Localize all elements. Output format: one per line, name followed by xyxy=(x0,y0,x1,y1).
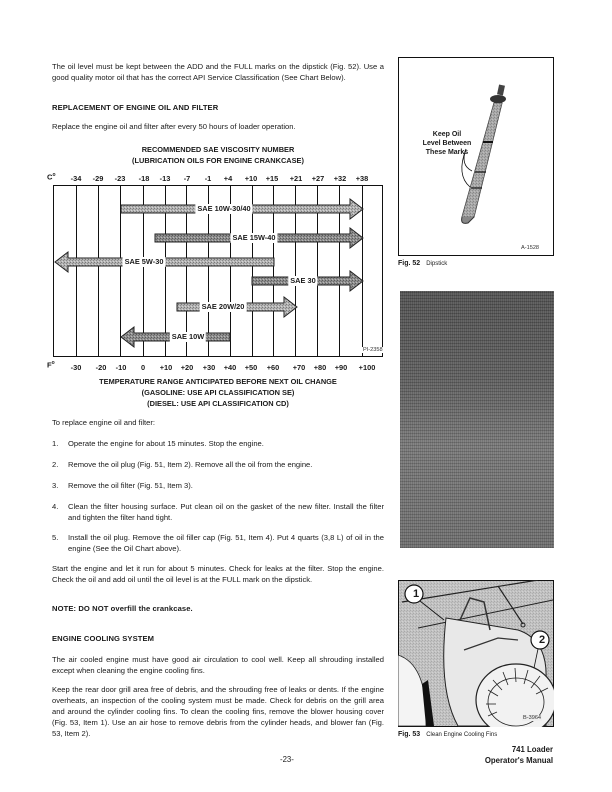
fig52-code: A-1528 xyxy=(521,245,540,251)
celsius-tick: -1 xyxy=(204,174,212,183)
replacement-interval: Replace the engine oil and filter after every 50 hours of loader operation. xyxy=(52,122,296,131)
chart-gasoline-note: (GASOLINE: USE API CLASSIFICATION SE) xyxy=(141,388,295,397)
bar-label: SAE 5W-30 xyxy=(124,257,164,266)
bar-label: SAE 30 xyxy=(290,276,316,285)
cooling-heading: ENGINE COOLING SYSTEM xyxy=(52,634,155,643)
celsius-tick: -7 xyxy=(183,174,191,183)
chart-xlabel: TEMPERATURE RANGE ANTICIPATED BEFORE NEXT OIL CHANGE xyxy=(99,377,337,386)
fahrenheit-axis-unit: $F^o$ xyxy=(47,360,55,370)
celsius-tick: +15 xyxy=(265,174,279,183)
chart-diesel-note: (DIESEL: USE API CLASSIFICATION CD) xyxy=(147,399,289,408)
step-item: 5. Install the oil plug. Remove the oil filler cap (Fig. 51, Item 4). Put 4 quarts (3,8 L) of oil in the engine (See the Oil Chart above). xyxy=(52,533,384,553)
chart-code: PI-2358 xyxy=(363,347,383,353)
page-number: -23- xyxy=(280,755,294,764)
fig53-code: B-3964 xyxy=(523,715,542,721)
dipstick-callout: Keep Oil Level Between These Marks xyxy=(422,131,472,156)
fahrenheit-tick: +60 xyxy=(266,363,280,372)
celsius-tick: -34 xyxy=(70,174,82,183)
celsius-tick: -29 xyxy=(92,174,104,183)
engine-photo xyxy=(400,291,554,548)
fahrenheit-tick: -30 xyxy=(70,363,82,372)
cooling-paragraph-2: Keep the rear door grill area free of debris, and the shrouding free of leaks or dents. If the engine overheats, an inspection of the cooling system must be made. Check for debris on the grill area and around the cylinder cooling fins. To clean the cooling fins, remove the blower housing cover (Fig. 53, Item 1). Use an air hose to remove debris from the cylinder heads, and blower fan (Fig. 53, Item 2). xyxy=(52,685,384,738)
step-item: 1. Operate the engine for about 15 minutes. Stop the engine. xyxy=(52,439,264,448)
callout-item-1: 1 xyxy=(412,588,420,600)
fahrenheit-tick: -20 xyxy=(95,363,107,372)
step-item: 3. Remove the oil filter (Fig. 51, Item 3). xyxy=(52,481,193,490)
fahrenheit-tick: +10 xyxy=(159,363,173,372)
celsius-tick: +10 xyxy=(244,174,258,183)
celsius-tick: +4 xyxy=(223,174,233,183)
chart-title-line1: RECOMMENDED SAE VISCOSITY NUMBER xyxy=(141,145,295,154)
intro-paragraph: The oil level must be kept between the ADD and the FULL marks on the dipstick (Fig. 52). Use a good quality motor oil that has the correct API Service Classification (See Chart Below). xyxy=(52,62,384,82)
cooling-paragraph-1: The air cooled engine must have good air circulation to cool well. Keep all shrouding installed except when cleaning the engine cooling fins. xyxy=(52,655,384,675)
fig53-caption: Fig. 53 Clean Engine Cooling Fins xyxy=(398,731,498,738)
fahrenheit-tick: -10 xyxy=(115,363,127,372)
celsius-tick: +27 xyxy=(311,174,325,183)
celsius-tick: +38 xyxy=(355,174,369,183)
celsius-tick: +21 xyxy=(289,174,303,183)
viscosity-bars xyxy=(52,196,384,356)
fahrenheit-tick: +30 xyxy=(202,363,216,372)
bar-label: SAE 10W xyxy=(171,332,205,341)
bar-label: SAE 10W-30/40 xyxy=(197,204,251,213)
cooling-fins-illustration xyxy=(398,580,554,727)
celsius-tick: -23 xyxy=(114,174,126,183)
celsius-tick: +32 xyxy=(333,174,347,183)
celsius-axis-unit: $C^o$ xyxy=(47,172,56,182)
bar-label: SAE 15W-40 xyxy=(232,233,276,242)
after-steps-paragraph: Start the engine and let it run for about 5 minutes. Check for leaks at the filter. Stop the engine. Check the oil and add oil until the oil level is at the FULL mark on the dipstick. xyxy=(52,564,384,584)
step-item: 2. Remove the oil plug (Fig. 51, Item 2). Remove all the oil from the engine. xyxy=(52,460,313,469)
bar-label: SAE 20W/20 xyxy=(201,302,245,311)
step-item: 4. Clean the filter housing surface. Put clean oil on the gasket of the new filter. Install the filter and tighten the filter hand tight. xyxy=(52,502,384,522)
replacement-heading: REPLACEMENT OF ENGINE OIL AND FILTER xyxy=(52,103,219,112)
fahrenheit-tick: +90 xyxy=(334,363,348,372)
celsius-tick: -18 xyxy=(138,174,150,183)
steps-intro: To replace engine oil and filter: xyxy=(52,418,156,427)
fahrenheit-tick: +70 xyxy=(292,363,306,372)
fahrenheit-tick: +50 xyxy=(244,363,258,372)
fahrenheit-tick: +20 xyxy=(180,363,194,372)
fahrenheit-tick: +100 xyxy=(358,363,376,372)
manual-title: 741 Loader Operator's Manual xyxy=(484,745,553,765)
overfill-note: NOTE: DO NOT overfill the crankcase. xyxy=(52,604,193,613)
fig52-caption: Fig. 52 Dipstick xyxy=(398,260,448,267)
celsius-tick: -13 xyxy=(159,174,171,183)
fahrenheit-tick: +80 xyxy=(313,363,327,372)
fahrenheit-tick: +40 xyxy=(223,363,237,372)
callout-item-2: 2 xyxy=(538,634,546,646)
fahrenheit-tick: 0 xyxy=(140,363,146,372)
chart-title-line2: (LUBRICATION OILS FOR ENGINE CRANKCASE) xyxy=(132,156,304,165)
